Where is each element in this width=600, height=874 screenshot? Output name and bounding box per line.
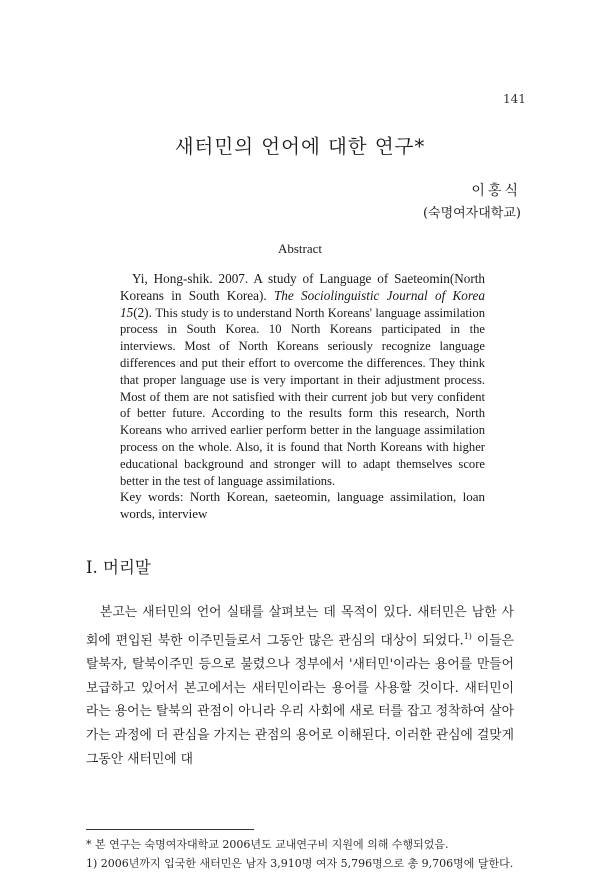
body-text-part2: 이들은 탈북자, 탈북이주민 등으로 불렸으나 정부에서 '새터민'이라는 용어를 만들어 보급하고 있어서 본고에서는 새터민이라는 용어를 사용할 것이다. 새터민이라는 용어는 탈북의 관점이 아니라 우리 사회에 새로 터를 잡고 정착하여 살아가는 과정에 더 관심을 가지는 관점의 용어로 이해된다. 이러한 관심에 걸맞게 그동안 새터민에 대 (86, 633, 514, 768)
abstract-heading: Abstract (277, 241, 323, 256)
citation-journal: The Sociolinguistic Journal of Korea 15 (120, 287, 485, 320)
footnote-ref: 1) (463, 631, 472, 641)
footnote-star: * 본 연구는 숙명여자대학교 2006년도 교내연구비 지원에 의해 수행되었음. (86, 838, 449, 851)
body-text-part1: 본고는 새터민의 언어 실태를 살펴보는 데 목적이 있다. 새터민은 남한 사회에 편입된 북한 이주민들로서 그동안 많은 관심의 대상이 되었다. (86, 605, 514, 649)
citation-lead: Yi, Hong-shik. 2007. A study of Language of Saeteomin(North Koreans in South Korea). (120, 271, 485, 303)
citation-issue: (2). (133, 304, 152, 320)
keywords-value: North Korean, saeteomin, language assimilation, loan words, interview (120, 489, 485, 522)
keywords-label: Key words: (120, 489, 184, 505)
author-name: 이홍식 (471, 183, 521, 199)
section-heading: Ⅰ. 머리말 (86, 558, 151, 577)
abstract-block (120, 271, 485, 523)
page-title: 새터민의 언어에 대한 연구* (174, 135, 426, 158)
footnote-divider (86, 829, 254, 830)
keywords-line (120, 489, 485, 523)
author-affiliation: (숙명여자대학교) (422, 206, 521, 221)
abstract-citation (120, 271, 485, 489)
page-number: 141 (503, 92, 526, 106)
abstract-text: This study is to understand North Koreans' language assimilation process in South Korea. 10 North Koreans participated in the interviews. Most of North Koreans seriously recognize language differences and put their effort to overcome the differences. They think that proper language use is very important in their adjustment process. Most of them are not satisfied with their current job but very confident of better future. According to the results form this research, North Koreans who arrived earlier perform better in the language assimilation process on the whole. Also, it is found that North Koreans with higher educational background and stronger will to adapt themselves score better in the test of language assimilations. (120, 305, 486, 488)
body-paragraph (86, 601, 514, 772)
footnote-1: 1) 2006년까지 입국한 새터민은 남자 3,910명 여자 5,796명으로 총 9,706명에 달한다. (86, 857, 514, 870)
